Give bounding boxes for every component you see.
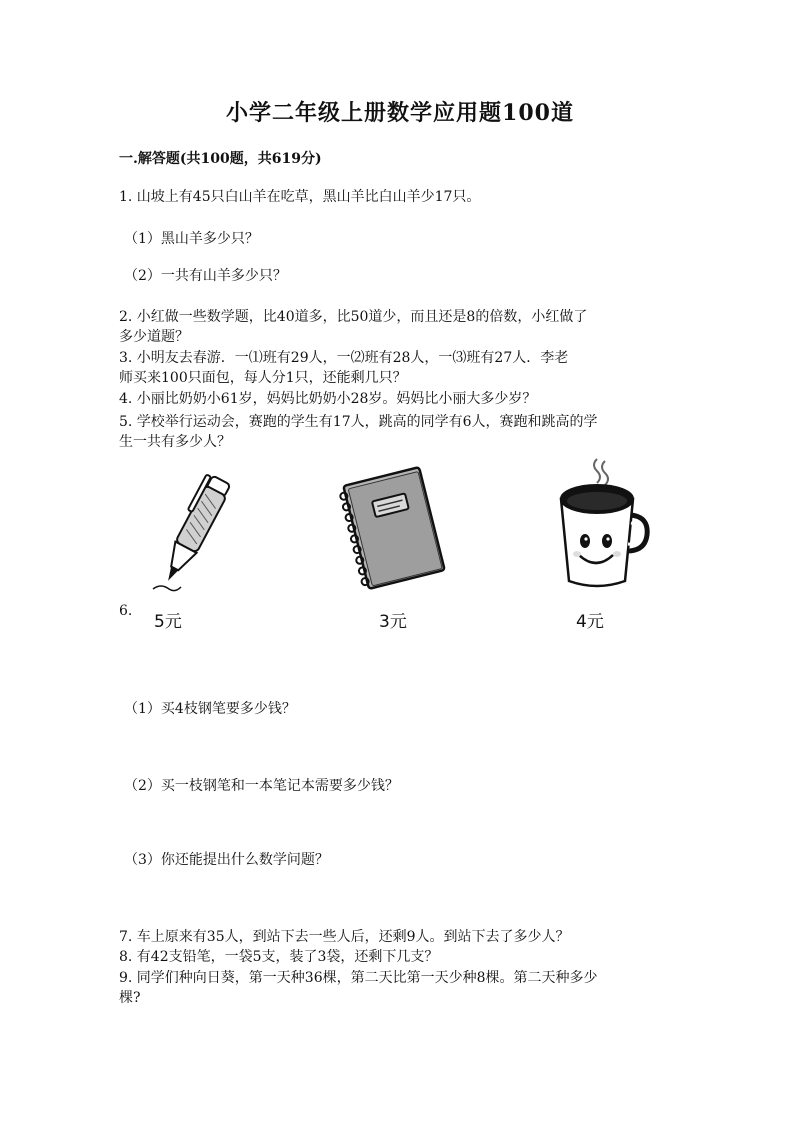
question-4-line-1: 4. 小丽比奶奶小61岁，妈妈比奶奶小28岁。妈妈比小丽大多少岁？ [119,391,537,407]
question-6-sub-2: （2）买一枝钢笔和一本笔记本需要多少钱？ [124,778,399,794]
cup-icon [551,455,651,593]
question-9-line-1: 9. 同学们种向日葵，第一天种36棵，第二天比第一天少种8棵。第二天种多少 [119,970,598,986]
question-6-sub-1: （1）买4枝钢笔要多少钱？ [124,701,296,717]
question-6-sub-3: （3）你还能提出什么数学问题？ [124,852,329,868]
cup-price: 4元 [576,612,604,632]
question-6-number: 6. [119,603,133,619]
pen-price: 5元 [154,612,182,632]
section-heading: 一.解答题(共100题，共619分) [119,151,322,167]
notebook-icon [337,463,452,593]
pen-icon [139,465,239,600]
question-7-line-1: 7. 车上原来有35人，到站下去一些人后，还剩9人。到站下去了多少人？ [119,929,570,945]
question-8-line-1: 8. 有42支铅笔，一袋5支，装了3袋，还剩下几支？ [119,949,439,965]
question-2-line-1: 2. 小红做一些数学题，比40道多，比50道少，而且还是8的倍数，小红做了 [119,309,588,325]
question-1-sub-2: （2）一共有山羊多少只？ [124,268,287,284]
question-3-line-1: 3. 小明友去春游．一⑴班有29人，一⑵班有28人，一⑶班有27人．李老 [119,350,569,366]
page-title: 小学二年级上册数学应用题100道 [226,100,574,126]
question-5-line-2: 生一共有多少人？ [119,434,231,450]
question-5-line-1: 5. 学校举行运动会，赛跑的学生有17人，跳高的同学有6人，赛跑和跳高的学 [119,414,598,430]
notebook-price: 3元 [379,612,407,632]
question-1-sub-1: （1）黑山羊多少只？ [124,231,259,247]
question-2-line-2: 多少道题？ [119,329,189,345]
question-6-figure [119,455,679,645]
question-1-text: 1. 山坡上有45只白山羊在吃草，黑山羊比白山羊少17只。 [119,189,481,205]
question-9-line-2: 棵? [119,990,141,1006]
question-3-line-2: 师买来100只面包，每人分1只，还能剩几只？ [119,370,407,386]
